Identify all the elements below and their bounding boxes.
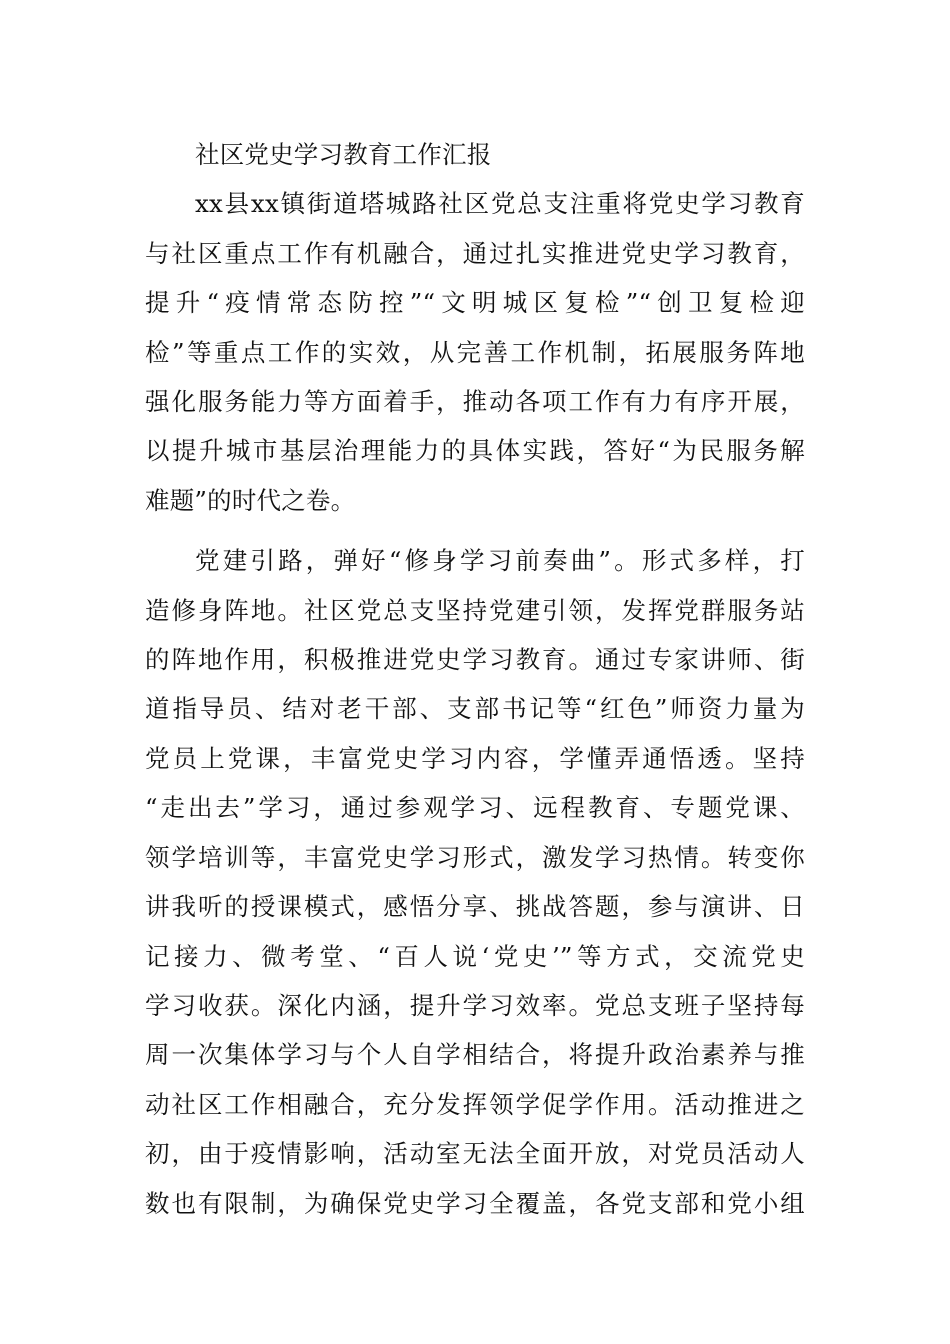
paragraph-line: 初，由于疫情影响，活动室无法全面开放，对党员活动人 (145, 1139, 805, 1169)
paragraph-line: 的阵地作用，积极推进党史学习教育。通过专家讲师、街 (145, 645, 805, 675)
paragraph-line: 以提升城市基层治理能力的具体实践，答好“为民服务解 (145, 436, 805, 466)
paragraph-line: 动社区工作相融合，充分发挥领学促学作用。活动推进之 (145, 1089, 805, 1119)
paragraph-spacer (145, 525, 805, 536)
paragraph-intro (145, 179, 805, 525)
paragraph-line: 讲我听的授课模式，感悟分享、挑战答题，参与演讲、日 (145, 892, 805, 922)
paragraph-line: 学习收获。深化内涵，提升学习效率。党总支班子坚持每 (145, 990, 805, 1020)
paragraph-party-building (145, 536, 805, 1228)
paragraph-line: “走出去”学习，通过参观学习、远程教育、专题党课、 (145, 793, 805, 823)
paragraph-line: 记接力、微考堂、“百人说‘党史’”等方式，交流党史 (145, 941, 805, 971)
document-title: 社区党史学习教育工作汇报 (195, 140, 492, 169)
paragraph-line: 领学培训等，丰富党史学习形式，激发学习热情。转变你 (145, 842, 805, 872)
paragraph-line: 周一次集体学习与个人自学相结合，将提升政治素养与推 (145, 1040, 805, 1070)
paragraph-line: 提升“疫情常态防控”“文明城区复检”“创卫复检迎 (145, 288, 805, 318)
paragraph-line: 党建引路，弹好“修身学习前奏曲”。形式多样，打 (195, 546, 805, 576)
paragraph-line: 与社区重点工作有机融合，通过扎实推进党史学习教育， (145, 238, 805, 268)
document-body (145, 130, 805, 1228)
paragraph-line: xx县xx镇街道塔城路社区党总支注重将党史学习教育 (195, 189, 805, 219)
paragraph-line: 难题”的时代之卷。 (145, 485, 356, 515)
paragraph-line: 数也有限制，为确保党史学习全覆盖，各党支部和党小组 (145, 1188, 805, 1218)
paragraph-line: 强化服务能力等方面着手，推动各项工作有力有序开展， (145, 387, 805, 417)
paragraph-line: 检”等重点工作的实效，从完善工作机制，拓展服务阵地 (145, 337, 805, 367)
paragraph-line: 道指导员、结对老干部、支部书记等“红色”师资力量为 (145, 694, 805, 724)
paragraph-line: 党员上党课，丰富党史学习内容，学懂弄通悟透。坚持 (145, 743, 805, 773)
paragraph-line: 造修身阵地。社区党总支坚持党建引领，发挥党群服务站 (145, 595, 805, 625)
